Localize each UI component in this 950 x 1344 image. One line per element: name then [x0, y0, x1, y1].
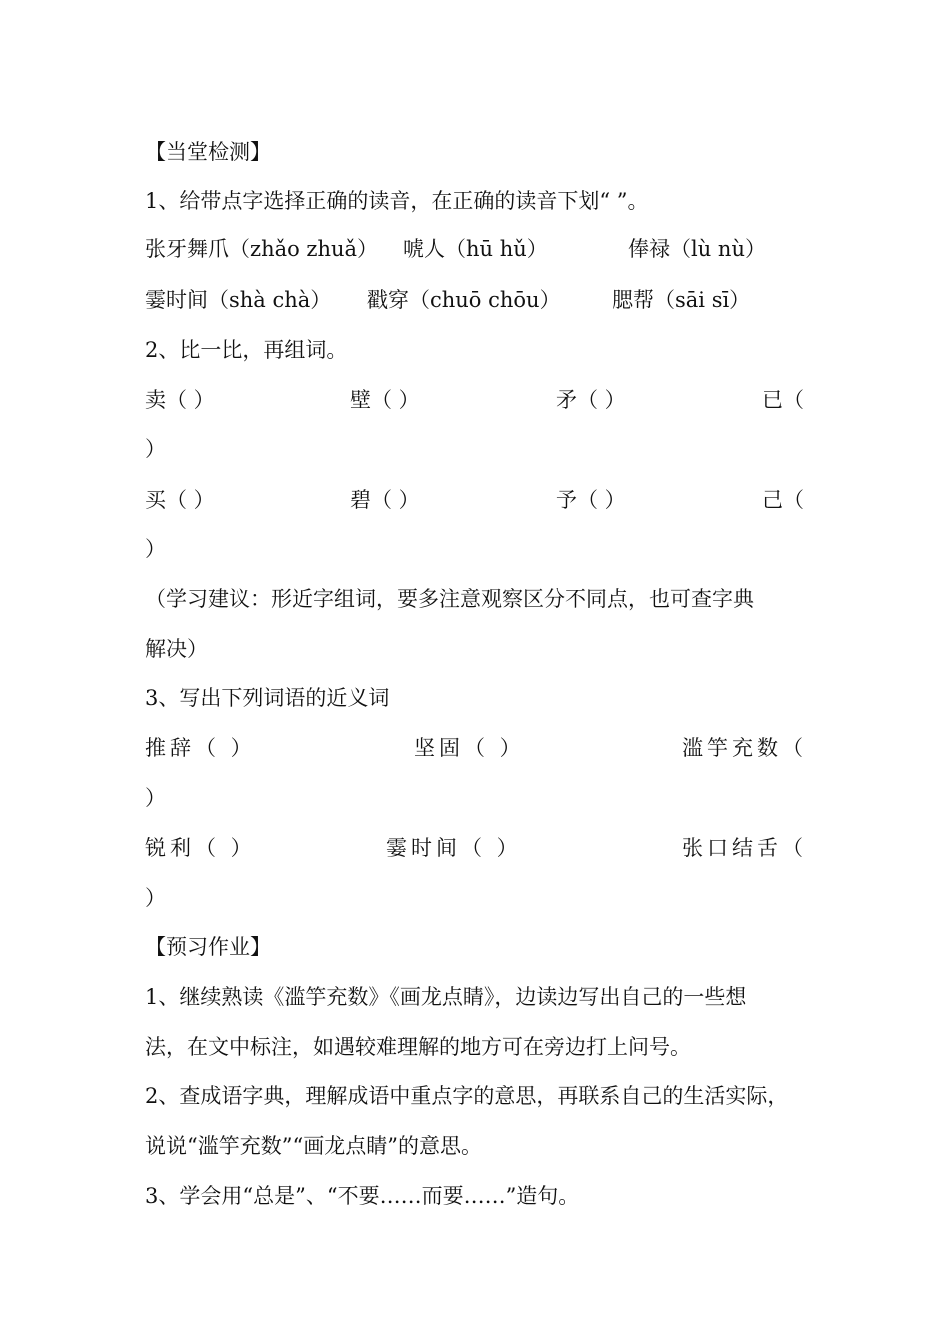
q1-item: 腮帮（sāi sī） — [612, 288, 751, 312]
q2-wrap: ） — [145, 437, 166, 461]
section-title-check: 【当堂检测】 — [145, 140, 271, 164]
study-tip: （学习建议：形近字组词，要多注意观察区分不同点，也可查字典 — [145, 587, 754, 611]
q3-item: 张口结舌（ — [682, 836, 807, 860]
q2-prompt: 2、比一比，再组词。 — [145, 338, 348, 362]
q3-prompt: 3、写出下列词语的近义词 — [145, 686, 390, 710]
q3-item: 坚固（ ） — [414, 736, 525, 760]
q3-item: 推辞（ ） — [145, 736, 256, 760]
q3-wrap: ） — [145, 786, 166, 810]
q3-wrap: ） — [145, 886, 166, 910]
section-title-homework: 【预习作业】 — [145, 935, 271, 959]
q2-item: 已（ — [762, 388, 804, 412]
q1-prompt: 1、给带点字选择正确的读音，在正确的读音下划“ ”。 — [145, 189, 649, 213]
q3-item: 霎时间（ ） — [386, 836, 522, 860]
homework-item: 1、继续熟读《滥竽充数》《画龙点睛》，边读边写出自己的一些想 — [145, 985, 747, 1009]
q1-item: 唬人（hū hǔ） — [403, 237, 548, 261]
q2-item: 壁（ ） — [350, 388, 420, 412]
q2-item: 矛（ ） — [556, 388, 626, 412]
homework-item: 3、学会用“总是”、“不要……而要……”造句。 — [145, 1184, 580, 1208]
homework-item: 法，在文中标注，如遇较难理解的地方可在旁边打上问号。 — [145, 1035, 691, 1059]
q2-item: 买（ ） — [145, 488, 215, 512]
homework-item: 说说“滥竽充数”“画龙点睛”的意思。 — [145, 1134, 482, 1158]
q2-item: 己（ — [762, 488, 804, 512]
q2-item: 碧（ ） — [350, 488, 420, 512]
q2-item: 予（ ） — [556, 488, 626, 512]
q1-item: 俸禄（lù nù） — [628, 237, 766, 261]
q1-item: 张牙舞爪（zhǎo zhuǎ） — [145, 237, 379, 261]
q3-item: 滥竽充数（ — [682, 736, 807, 760]
q3-item: 锐利（ ） — [145, 836, 256, 860]
q1-item: 戳穿（chuō chōu） — [367, 288, 561, 312]
q1-item: 霎时间（shà chà） — [145, 288, 332, 312]
q2-wrap: ） — [145, 537, 166, 561]
homework-item: 2、查成语字典，理解成语中重点字的意思，再联系自己的生活实际， — [145, 1084, 789, 1108]
study-tip: 解决） — [145, 637, 208, 661]
q2-item: 卖（ ） — [145, 388, 215, 412]
